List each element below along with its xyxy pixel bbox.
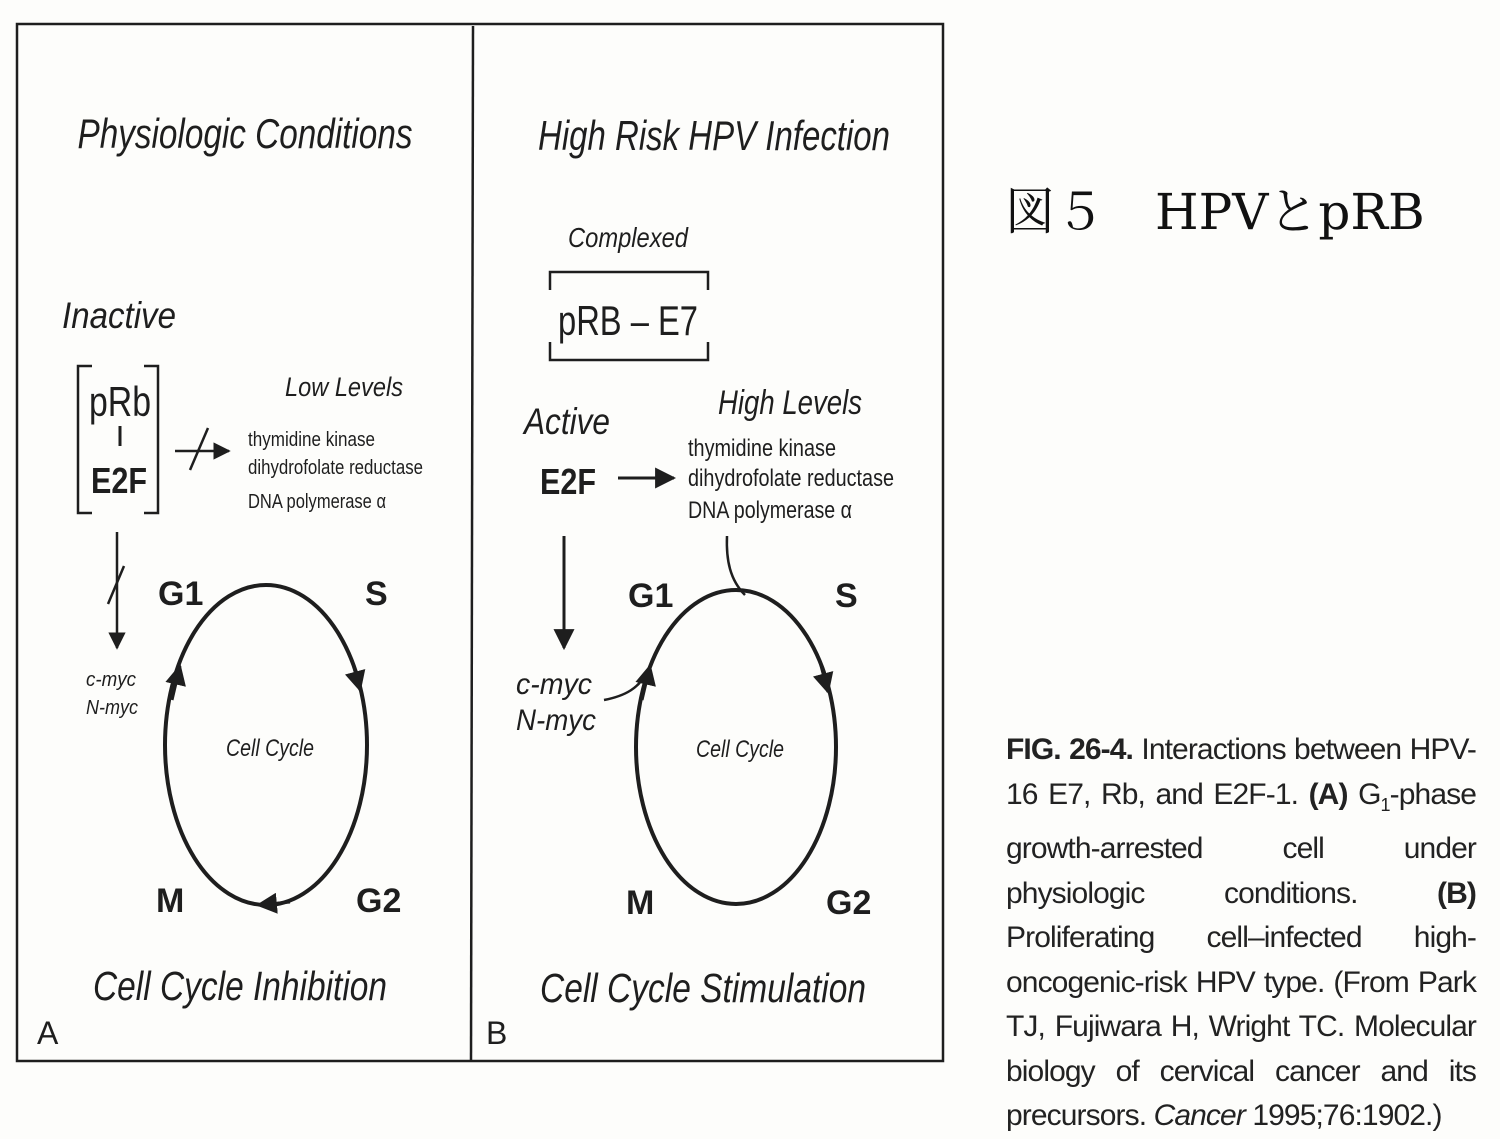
phase-s-b: S: [835, 577, 858, 615]
cell-cycle-label-b: Cell Cycle: [696, 736, 784, 763]
inactive-label: Inactive: [62, 295, 176, 336]
genes-to-cycle-link: [727, 536, 745, 595]
c-myc-label: c-myc: [86, 669, 136, 691]
gene-dhfr-b: dihydrofolate reductase: [688, 465, 894, 492]
caption-intro: Interactions between HPV-16 E7, Rb, and E2F-1.: [1006, 733, 1476, 811]
panel-b-letter: B: [486, 1015, 508, 1051]
active-label: Active: [522, 401, 610, 442]
gene-thymidine-kinase: thymidine kinase: [248, 429, 375, 451]
panel-a-footer: Cell Cycle Inhibition: [93, 963, 387, 1009]
caption-a-label: (A): [1308, 777, 1348, 811]
slide-title: 図５ HPVとpRB: [1005, 183, 1425, 241]
panel-b-title: High Risk HPV Infection: [538, 112, 890, 159]
phase-g1-a: G1: [158, 575, 204, 613]
panel-a-title: Physiologic Conditions: [77, 110, 413, 157]
n-myc-label-b: N-myc: [516, 704, 596, 737]
gene-dhfr: dihydrofolate reductase: [248, 457, 423, 479]
gene-thymidine-kinase-b: thymidine kinase: [688, 435, 836, 462]
phase-m-b: M: [626, 884, 655, 922]
block-slash-genes: [190, 428, 208, 470]
phase-s-a: S: [365, 575, 388, 613]
caption-b-label: (B): [1437, 876, 1476, 910]
cell-cycle-label-a: Cell Cycle: [226, 735, 314, 762]
panel-divider: [471, 26, 473, 1061]
phase-m-a: M: [156, 882, 185, 920]
caption-b-text: Proliferating cell–infected high-oncogenic-risk HPV type. (From Park TJ, Fujiwara H, Wright TC. Molecular biology of cervical cancer and its precursors.: [1006, 921, 1476, 1132]
panel-a: [37, 110, 423, 1051]
e2f-active-label: E2F: [540, 461, 596, 502]
complex-box-top: [550, 272, 708, 290]
caption-journal: Cancer: [1153, 1099, 1245, 1132]
panel-a-letter: A: [37, 1015, 59, 1051]
low-levels-label: Low Levels: [285, 372, 403, 402]
phase-g1-b: G1: [628, 577, 674, 615]
e2f-label: E2F: [91, 460, 147, 501]
caption-a-text: -phase growth-arrested cell under physiologic conditions.: [1006, 777, 1476, 910]
high-levels-label: High Levels: [718, 384, 862, 422]
caption-citation: 1995;76:1902.): [1252, 1099, 1442, 1132]
panel-b: [486, 112, 894, 1051]
caption-g1-base: G: [1358, 777, 1381, 811]
caption-fig-label: FIG. 26-4.: [1006, 733, 1133, 766]
panel-b-footer: Cell Cycle Stimulation: [540, 965, 866, 1011]
complex-box-bottom: [550, 342, 708, 360]
prb-e7-complex: pRB – E7: [558, 297, 698, 344]
prb-label: pRb: [89, 378, 151, 425]
gene-dna-polymerase-b: DNA polymerase α: [688, 497, 853, 524]
figure-caption: [1006, 728, 1476, 1139]
n-myc-label: N-myc: [86, 697, 138, 719]
gene-dna-polymerase: DNA polymerase α: [248, 491, 386, 513]
complexed-label: Complexed: [568, 222, 690, 253]
caption-g1-sub: 1: [1380, 794, 1390, 815]
c-myc-label-b: c-myc: [516, 668, 592, 701]
phase-g2-a: G2: [356, 882, 402, 920]
cycle-arrow-a-g2: [258, 902, 290, 905]
phase-g2-b: G2: [826, 884, 872, 922]
